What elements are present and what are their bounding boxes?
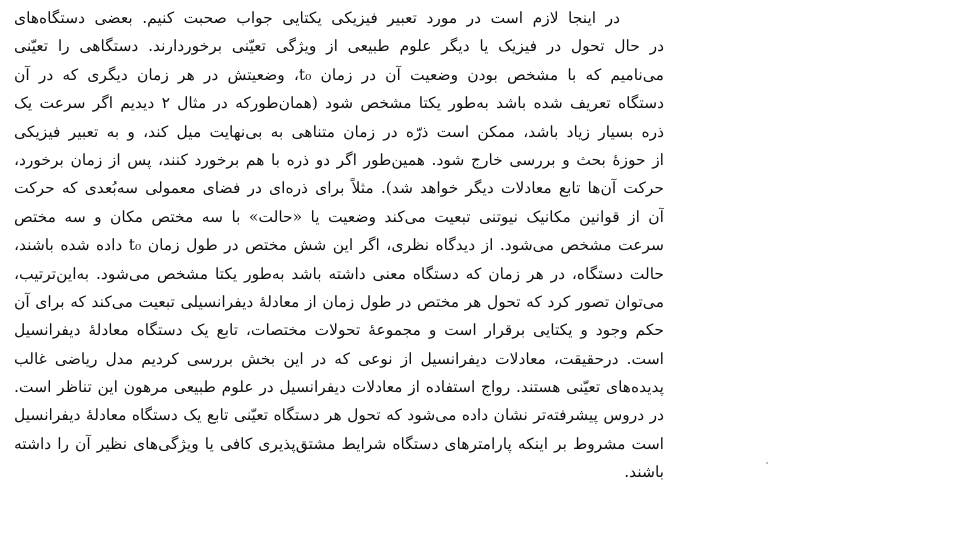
text-line: است مشروط بر اینکه پارامترهای دستگاه شرایط مشتق‌پذیری کافی یا ویژگی‌های نظیر آن را داشته xyxy=(14,434,664,453)
text-line: دستگاه تعریف شده باشد به‌طور یکتا مشخص شود (همان‌طورکه در مثال ۲ دیدیم اگر سرعت یک xyxy=(14,94,664,113)
text-line: حرکت آن‌ها تابع معادلات دیگر خواهد شد). مثلاً برای ذره‌ای در فضای معمولی سه‌بُعدی که حرکت xyxy=(14,179,664,198)
text-line: حالت دستگاه، در هر زمان که دستگاه معنی داشته باشد به‌طور یکتا مشخص می‌شود. به‌این‌ترتیب، xyxy=(14,264,664,283)
text-line: است. درحقیقت، معادلات دیفرانسیل از نوعی که در این بخش بررسی کردیم مدل ریاضی غالب xyxy=(14,349,664,368)
scan-speck xyxy=(766,462,768,464)
text-line: باشند. xyxy=(624,463,664,482)
text-line: ذره بسیار زیاد باشد، ممکن است ذرّه در زمان متناهی به بی‌نهایت میل کند، و به تعبیر فیزیکی xyxy=(14,122,664,141)
text-line: آن از قوانین مکانیک نیوتنی تبعیت می‌کند وضعیت یا «حالت» با سه مختص مکان و سه مختص xyxy=(14,207,664,226)
text-line: از حوزهٔ بحث و بررسی خارج شود. همین‌طور اگر دو ذره با هم برخورد کنند، پس از زمان برخورد، xyxy=(14,150,664,169)
text-line: در اینجا لازم است در مورد تعبیر فیزیکی یکتایی جواب صحبت کنیم. بعضی دستگاه‌های xyxy=(14,9,620,27)
text-line: پدیده‌های تعیّنی هستند. رواج استفاده از معادلات دیفرانسیل در علوم طبیعی مرهون این تناظر است. xyxy=(14,378,664,397)
text-line: می‌توان تصور کرد که تحول هر مختص در طول زمان از معادلهٔ دیفرانسیلی تبعیت می‌کند که برای آن xyxy=(14,292,664,311)
text-line: می‌نامیم که با مشخص بودن وضعیت آن در زمان t₀، وضعیتش در هر زمان دیگری که در آن xyxy=(14,65,664,84)
text-line: در دروس پیشرفته‌تر نشان داده می‌شود که تحول هر دستگاه تعیّنی تابع یک دستگاه معادلهٔ دیفرانسیل xyxy=(14,406,664,425)
text-line: سرعت مشخص می‌شود. از دیدگاه نظری، اگر این شش مختص در طول زمان t₀ داده شده باشند، xyxy=(14,236,664,255)
persian-text-body xyxy=(14,4,664,487)
text-line: حکم وجود و یکتایی برقرار است و مجموعهٔ تحولات مختصات، تابع یک دستگاه معادلهٔ دیفرانسیل xyxy=(14,321,664,340)
text-line: در حال تحول در فیزیک یا دیگر علوم طبیعی از ویژگی تعیّنی برخوردارند. دستگاهی را تعیّنی xyxy=(14,37,664,56)
